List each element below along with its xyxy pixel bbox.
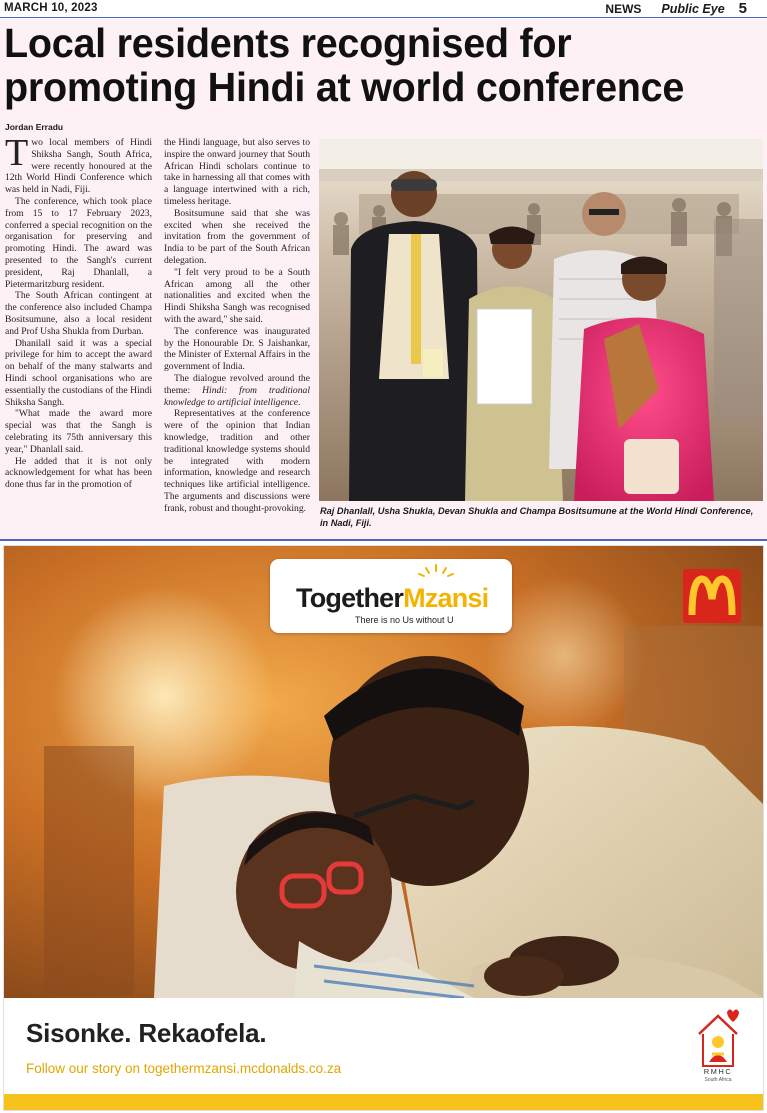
section-divider [0, 539, 767, 541]
masthead [0, 0, 767, 18]
paragraph: The conference, which took place from 15 to 17 February 2023, conferred a special recognition on the organisation for preserving and promoting Hindi. The award was presented to the Sangh's current president, Raj Dhanlall, a Pietermaritzburg resident. [5, 195, 152, 290]
rmhc-sub-label: South Africa [704, 1077, 732, 1083]
photo-caption: Raj Dhanlall, Usha Shukla, Devan Shukla and Champa Bositsumune at the World Hindi Conference, in Nadi, Fiji. [320, 506, 754, 528]
golden-arches-icon [683, 569, 741, 623]
paragraph: Dhanilall said it was a special privilege for him to accept the award on behalf of the many stalwarts and Hindi school organisations who are essentially the custodians of the Hindi Shiksha Sangh. [5, 337, 152, 408]
paper-name: Public Eye [661, 2, 725, 16]
logo-tagline: There is no Us without U [355, 615, 454, 625]
paragraph: The conference was inaugurated by the Honourable Dr. S Jaishankar, the Minister of External Affairs in the government of India. [164, 325, 310, 373]
logo-wordmark: TogetherMzansi [296, 583, 489, 613]
headline: Local residents recognised for promoting Hindi at world conference [4, 20, 685, 110]
paragraph: Two local members of Hindi Shiksha Sangh, South Africa, were recently honoured at the 12th World Hindi Conference which was held in Nadi, Fiji. [5, 132, 152, 196]
paragraph: He added that it is not only acknowledgement for what has been done thus far in the promotion of [5, 455, 152, 491]
paragraph: The South African contingent at the conference also included Champa Bositsumune, also a local resident and Prof Usha Shukla from Durban. [5, 290, 152, 337]
conference-theme: Hindi: from traditional knowledge to artificial intelligence [164, 384, 310, 408]
rmhc-label: RMHC [703, 1067, 733, 1076]
article-column-1 [5, 132, 152, 491]
masthead-right [605, 0, 747, 17]
paragraph: Representatives at the conference were of the opinion that Indian knowledge, tradition and other traditional knowledge systems should be integrated with modern information, knowledge and research techniques like artificial intelligence. The arguments and discussions were frank, robust and thought-provoking. [164, 408, 310, 514]
page-number: 5 [738, 0, 747, 17]
issue-date: MARCH 10, 2023 [4, 2, 98, 14]
article-column-2 [164, 137, 310, 515]
yellow-band [4, 1094, 764, 1111]
paragraph: Bositsumune said that she was excited when she received the invitation from the government of India to be part of the South African delegation. [164, 207, 310, 266]
paragraph: the Hindi language, but also serves to inspire the onward journey that South African Hindi scholars continue to take in harnessing all that comes with a language intertwined with a rich, timeless heritage. [164, 137, 310, 207]
together-mzansi-logo [270, 559, 512, 633]
drop-cap: T [5, 132, 29, 174]
advert-slogan: Sisonke. Rekaofela. [26, 1018, 267, 1048]
mcdonalds-advert [3, 545, 764, 1111]
advert-footer [4, 998, 764, 1111]
advert-website-line[interactable]: Follow our story on togethermzansi.mcdonalds.co.za [26, 1061, 342, 1076]
section-label: NEWS [605, 2, 642, 16]
byline: Jordan Erradu [5, 122, 64, 132]
sun-rays-icon [416, 563, 456, 583]
article [0, 19, 767, 539]
paragraph: "I felt very proud to be a South African among all the other nationalities and excited when the Hindi Shiksha Sangh was recognised with the award," she said. [164, 266, 310, 325]
paragraph: The dialogue revolved around the theme: Hindi: from traditional knowledge to artificial intelligence. [164, 372, 310, 408]
mcdonalds-logo [683, 569, 741, 623]
paragraph: "What made the award more special was that the Sangh is celebrating its 75th anniversary this year," Dhanlall said. [5, 408, 152, 455]
conference-photo [319, 139, 763, 501]
